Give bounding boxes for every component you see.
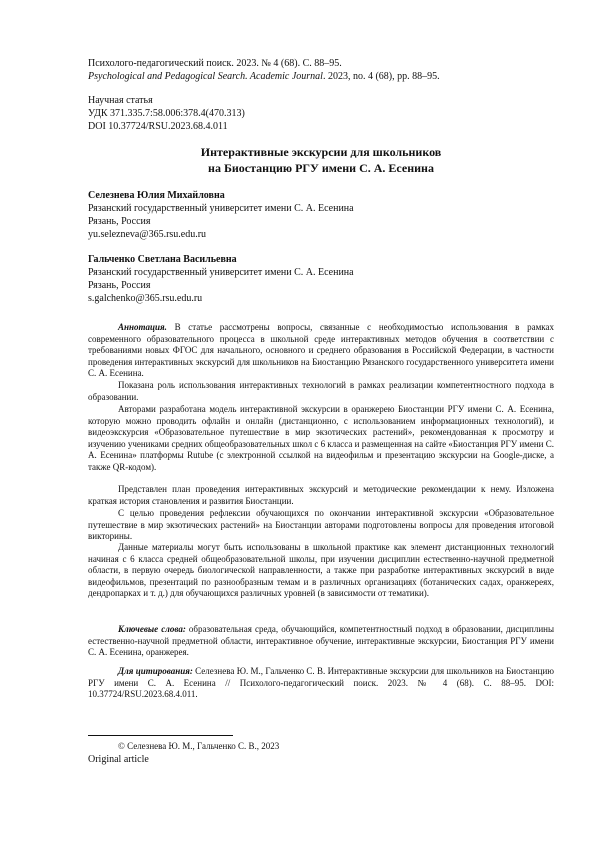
journal-issue-en: . 2023, no. 4 (68), pp. 88–95. — [322, 71, 440, 82]
article-title-line-2: на Биостанцию РГУ имени С. А. Есенина — [208, 161, 434, 175]
copyright-notice: © Селезнева Ю. М., Гальченко С. В., 2023 — [118, 741, 280, 751]
original-article-label: Original article — [88, 754, 149, 765]
author-1-affiliation: Рязанский государственный университет имени С. А. Есенина — [88, 203, 354, 214]
author-2-city: Рязань, Россия — [88, 280, 151, 291]
author-2-name: Гальченко Светлана Васильевна — [88, 254, 237, 265]
article-type: Научная статья — [88, 95, 153, 106]
how-to-cite: Для цитирования: Селезнева Ю. М., Гальченко С. В. Интерактивные экскурсии для школьников на Биостанцию РГУ имени С. А. Есенина // Психолого-педагогический поиск. 2023. № 4 (68). С. 88–95. DOI: 10.37724/RSU.2023.68.4.011. — [88, 666, 554, 699]
udc-code: УДК 371.335.7:58.006:378.4(470.313) — [88, 108, 245, 119]
abstract-paragraph-5: С целью проведения рефлексии обучающихся по окончании интерактивной экскурсии «Образовательное путешествие в мир экзотических растений» на Биостанции авторами подготовлены вопросы для проведения итоговой викторины. — [88, 508, 554, 541]
abstract-paragraph-6: Данные материалы могут быть использованы в школьной практике как элемент дистанционных технологий начиная с 6 класса средней общеобразовательной школы, при изучении дисциплин естественно-научной предметной области, в первую очередь биологической направленности, а также при разработке интерактивных экскурсий в виде видеофильмов, презентаций по разнообразным темам и в различных организациях (ботанических садах, оранжереях, дендропарках и т. д.) для обучающихся различных уровней (в зависимости от тематики). — [88, 542, 554, 598]
article-title-line-1: Интерактивные экскурсии для школьников — [200, 145, 442, 159]
author-2-email[interactable]: s.galchenko@365.rsu.edu.ru — [88, 293, 203, 304]
journal-citation-ru: Психолого-педагогический поиск. 2023. № 4 (68). С. 88–95. — [88, 58, 342, 69]
author-1-city: Рязань, Россия — [88, 216, 151, 227]
journal-citation-en — [88, 70, 554, 83]
abstract-label: Аннотация. — [118, 322, 167, 332]
keywords: Ключевые слова: образовательная среда, обучающийся, компетентностный подход в образовании, дисциплины естественно-научной предметной области, интерактивное обучение, интерактивные экскурсии, Биостанция РГУ имени С. А. Есенина, оранжерея. — [88, 624, 554, 657]
author-1-email[interactable]: yu.selezneva@365.rsu.edu.ru — [88, 229, 207, 240]
doi: DOI 10.37724/RSU.2023.68.4.011 — [88, 121, 228, 132]
abstract-paragraph-3: Авторами разработана модель интерактивной экскурсии в оранжерею Биостанции РГУ имени С. А. Есенина, которую можно проводить офлайн и онлайн (дистанционно, с использованием информационных технологий), и видеоэкскурсия «Образовательное путешествие в мир экзотических растений», рекомендованная к просмотру и изучению учениками средних общеобразовательных школ с 6 класса и размещенная на сайте «Биостанция РГУ имени С. А. Есенина» платформы Rutube (с электронной ссылкой на видеофильм и презентацию экскурсии на Google-диске, а также QR-кодом). — [88, 404, 554, 472]
author-2-affiliation: Рязанский государственный университет имени С. А. Есенина — [88, 267, 354, 278]
how-to-cite-label: Для цитирования: — [118, 666, 193, 676]
footnote-divider — [88, 735, 233, 736]
author-1-name: Селезнева Юлия Михайловна — [88, 190, 225, 201]
journal-name-en: Psychological and Pedagogical Search. Academic Journal — [88, 71, 323, 82]
abstract-paragraph-4: Представлен план проведения интерактивных экскурсий и методические рекомендации к нему. Изложена краткая история становления и развития Биостанции. — [88, 484, 554, 506]
abstract-paragraph-1: Аннотация. В статье рассмотрены вопросы, связанные с необходимостью использования в рамках современного образовательного процесса в школьной среде интерактивных методов обучения в соответствии с требованиями новых ФГОС для начального, основного и среднего образования в Российской Федерации, в частности проведения интерактивных экскурсий для школьников на Биостанцию Рязанского государственного университета имени С. А. Есенина. — [88, 322, 554, 378]
keywords-label: Ключевые слова: — [118, 624, 186, 634]
abstract-paragraph-2: Показана роль использования интерактивных технологий в рамках реализации компетентностного подхода в образовании. — [88, 380, 554, 402]
